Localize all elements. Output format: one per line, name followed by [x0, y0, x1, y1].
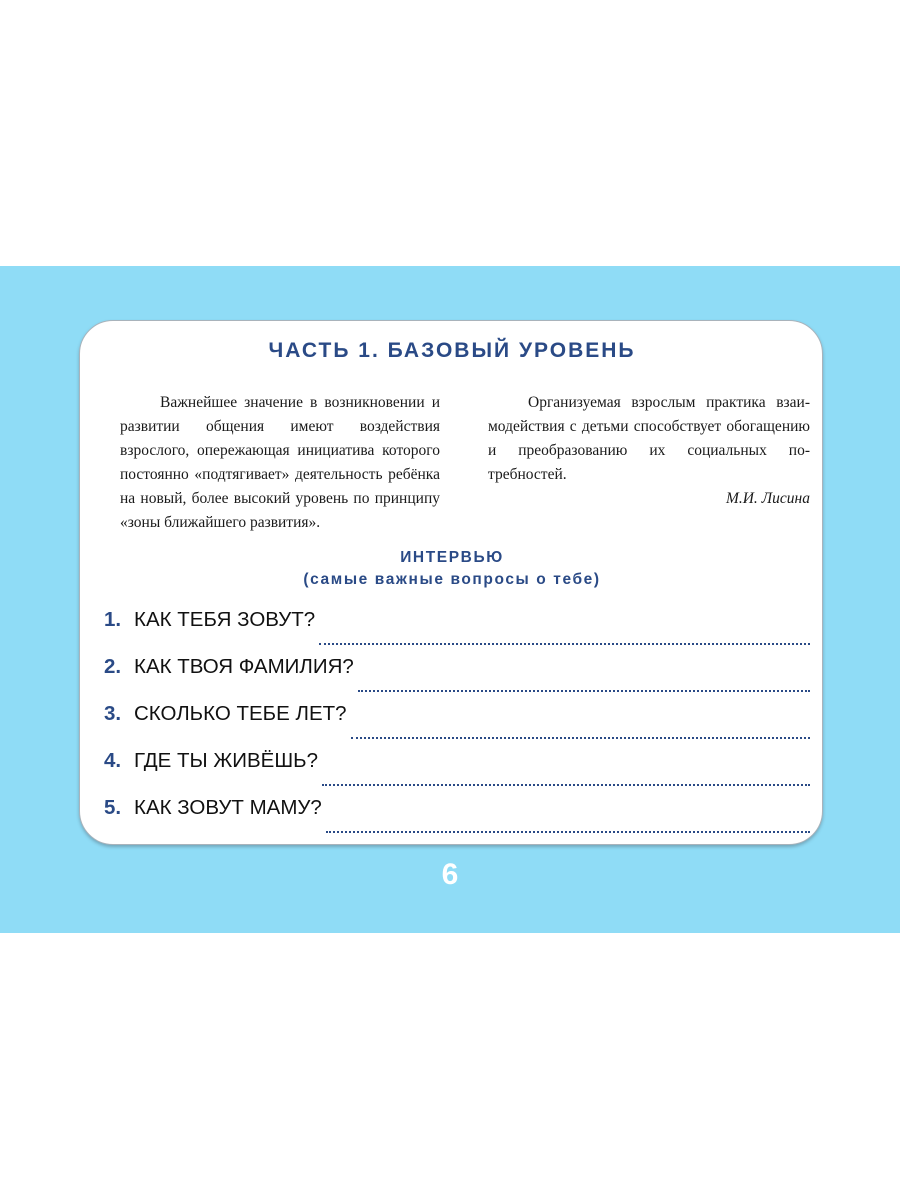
question-text: КАК ЗОВУТ МАМУ? — [134, 796, 322, 819]
page-number: 6 — [441, 858, 459, 891]
content-card — [79, 320, 823, 845]
answer-dotted-line[interactable] — [322, 784, 810, 786]
question-number: 5. — [104, 796, 122, 819]
interview-subtitle: (самые важные вопросы о тебе) — [303, 571, 601, 588]
answer-dotted-line[interactable] — [358, 690, 810, 692]
question-number: 2. — [104, 655, 122, 678]
question-list — [104, 608, 810, 843]
answer-dotted-line[interactable] — [351, 737, 810, 739]
epigraph-left-column — [120, 391, 440, 535]
question-text: КАК ТВОЯ ФАМИЛИЯ? — [134, 655, 354, 678]
question-row — [104, 655, 810, 702]
question-row — [104, 796, 810, 843]
question-row — [104, 749, 810, 796]
left-paragraph: Важнейшее значение в возникновении и развитии общения имеют воздействия взрослого, опережающая инициатива которого постоянно «подтягивает» деятельность ребёнка на новый, более высокий уровень по принципу «зоны ближайшего развития». — [120, 394, 440, 531]
question-text: ГДЕ ТЫ ЖИВЁШЬ? — [134, 749, 319, 772]
question-row — [104, 608, 810, 655]
question-row — [104, 702, 810, 749]
interview-heading — [80, 547, 824, 591]
question-number: 3. — [104, 702, 122, 725]
epigraph-right-column — [488, 391, 810, 511]
question-number: 1. — [104, 608, 122, 631]
interview-title: ИНТЕРВЬЮ — [400, 549, 504, 566]
question-number: 4. — [104, 749, 122, 772]
right-paragraph: Организуемая взрослым практика взаимодействия с детьми способствует обогащению и преобразованию их социальных потребностей. — [488, 394, 810, 483]
question-text: СКОЛЬКО ТЕБЕ ЛЕТ? — [134, 702, 347, 725]
question-text: КАК ТЕБЯ ЗОВУТ? — [134, 608, 316, 631]
quote-author: М.И. Лисина — [725, 490, 810, 507]
answer-dotted-line[interactable] — [326, 831, 810, 833]
answer-dotted-line[interactable] — [319, 643, 810, 645]
part-title: ЧАСТЬ 1. БАЗОВЫЙ УРОВЕНЬ — [268, 339, 636, 362]
